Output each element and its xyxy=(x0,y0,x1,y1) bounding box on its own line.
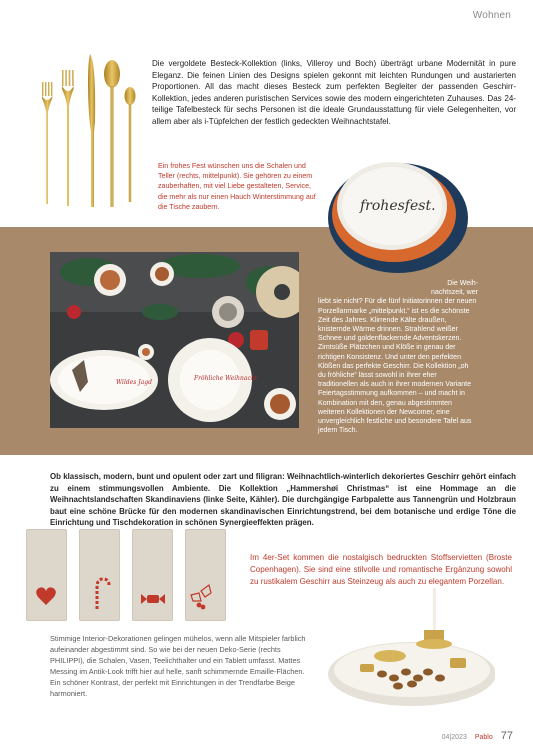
candy-cane-icon xyxy=(97,579,109,609)
gold-cutlery-image xyxy=(38,52,138,210)
main-paragraph: Ob klassisch, modern, bunt und opulent oder zart und filigran: Weihnachtlich-winterlich dekoriertes Geschirr gehört einfach zu einem stimmungsvollen Ambiente. Die Kollektion „Hammershøi Christmas“ ist eine Hommage an die Weihnachtslandschaften Skandinaviens (linke Seite, Kähler). Die durchgängige Farbpalette aus Tannengrün und Holzbraun baut eine schöne Brücke für den modernen skandinavischen Einrichtungstrend, bei dem botanische und erdige Töne die Einrichtung und Tischdekoration in schönen Synergieeffekten prägen. xyxy=(50,472,516,528)
candy-icon xyxy=(141,594,165,604)
napkins-caption: Im 4er-Set kommen die nostalgisch bedruckten Stoffservietten (Broste Copenhagen). Sie sind eine stilvolle und romantische Ergänzung sowohl zu rustikalem Geschirr aus Steinzeug als auch zu elegantem Porzellan. xyxy=(250,553,512,586)
table-scene-photo xyxy=(50,252,299,428)
heart-icon xyxy=(36,587,56,605)
napkin-candy-cane xyxy=(79,529,120,621)
napkin-holly xyxy=(185,529,226,621)
plate2-lettering: Fröhliche Weihnacht xyxy=(194,375,258,382)
napkin-heart xyxy=(26,529,67,621)
band-text xyxy=(318,279,478,435)
plate-lettering: frohesfest. xyxy=(360,198,436,214)
holly-icon xyxy=(191,585,211,609)
band-body: liebt sie nicht? Für die fünf Initiatorinnen der neuen Porzellanmarke „mittelpunkt.“ ist es die schönste Zeit des Jahres. Klirrende Kälte draußen, knisternde Wärme drinnen. Strahlend weißer Schnee und goldenflackernde Adventskerzen. Zimtsüße Plätzchen und Klöße in genau der richtigen Konsistenz. Und unter den perfekten Klößen das perfekte Geschirr. Die Kollektion „oh du fröhliche“ lässt sowohl in ihrer eher traditionellen als auch in ihrer modernen Variante Feiertagsstimmung aufkommen – und macht in Kombination mit den, genau abgestimmten weiteren Kollektionen der Newcomer, eine unvergleichlich festliche und besondere Tafel aus jedem Tisch. xyxy=(318,298,477,435)
issue-number: 04|2023 xyxy=(441,734,467,741)
large-spoon xyxy=(104,60,120,207)
deco-paragraph: Stimmige Interior-Dekorationen gelingen mühelos, wenn alle Mitspieler farblich aufeinander abgestimmt sind. So wie bei der neuen Deko-Serie (rechts PHILIPPI), die Schalen, Vasen, Teelichthalter und ein Tablett umfasst. Mattes Messing im Antik-Look trifft hier auf helle, sanft schimmernde Emaille-Flächen. Ein schöner Kontrast, der perfekt mit Einrichtungen in der Trendfarbe Beige harmoniert. xyxy=(50,634,306,698)
plate-caption: Ein frohes Fest wünschen uns die Schalen und Teller (rechts, mittelpunkt). Sie gehören zu einem zauberhaften, mit viel Liebe gestalteten, Service, die mehr als nur einen Hauch Winterstimmung auf die Tische zaubern. xyxy=(158,162,316,211)
small-spoon xyxy=(125,87,136,202)
plate-image xyxy=(320,148,470,276)
page-footer xyxy=(442,730,513,742)
band-lead-2: nachtszeit, wer xyxy=(431,289,478,297)
intro-paragraph: Die vergoldete Besteck-Kollektion (links, Villeroy und Boch) überträgt urbane Modernität in pure Eleganz. Die feinen Linien des Designs spielen gekonnt mit leichten Rundungen und austarierten Proportionen. All das macht dieses Besteck zum perfekten Begleiter der passenden Geschirr-Kollektion, jedes anderen puristischen Services sowie des modern eingerichteten Zuhauses. Das 24-teilige Tafelbesteck für sechs Personen ist die ideale Grundausstattung für viele Gelegenheiten, vor allem aber als i-Tüpfelchen der festlich gedeckten Weihnachtstafel. xyxy=(152,59,516,126)
section-label: Wohnen xyxy=(472,10,511,21)
small-fork xyxy=(42,82,52,204)
napkin-candy xyxy=(132,529,173,621)
page-number: 77 xyxy=(500,730,513,742)
platter-lettering: Wildes Jagd xyxy=(116,379,152,386)
deco-tray-image xyxy=(320,586,495,710)
large-fork xyxy=(62,70,74,206)
knife xyxy=(88,54,95,207)
band-lead-1: Die Weih- xyxy=(447,280,478,287)
magazine-brand: Pablo xyxy=(474,734,493,741)
